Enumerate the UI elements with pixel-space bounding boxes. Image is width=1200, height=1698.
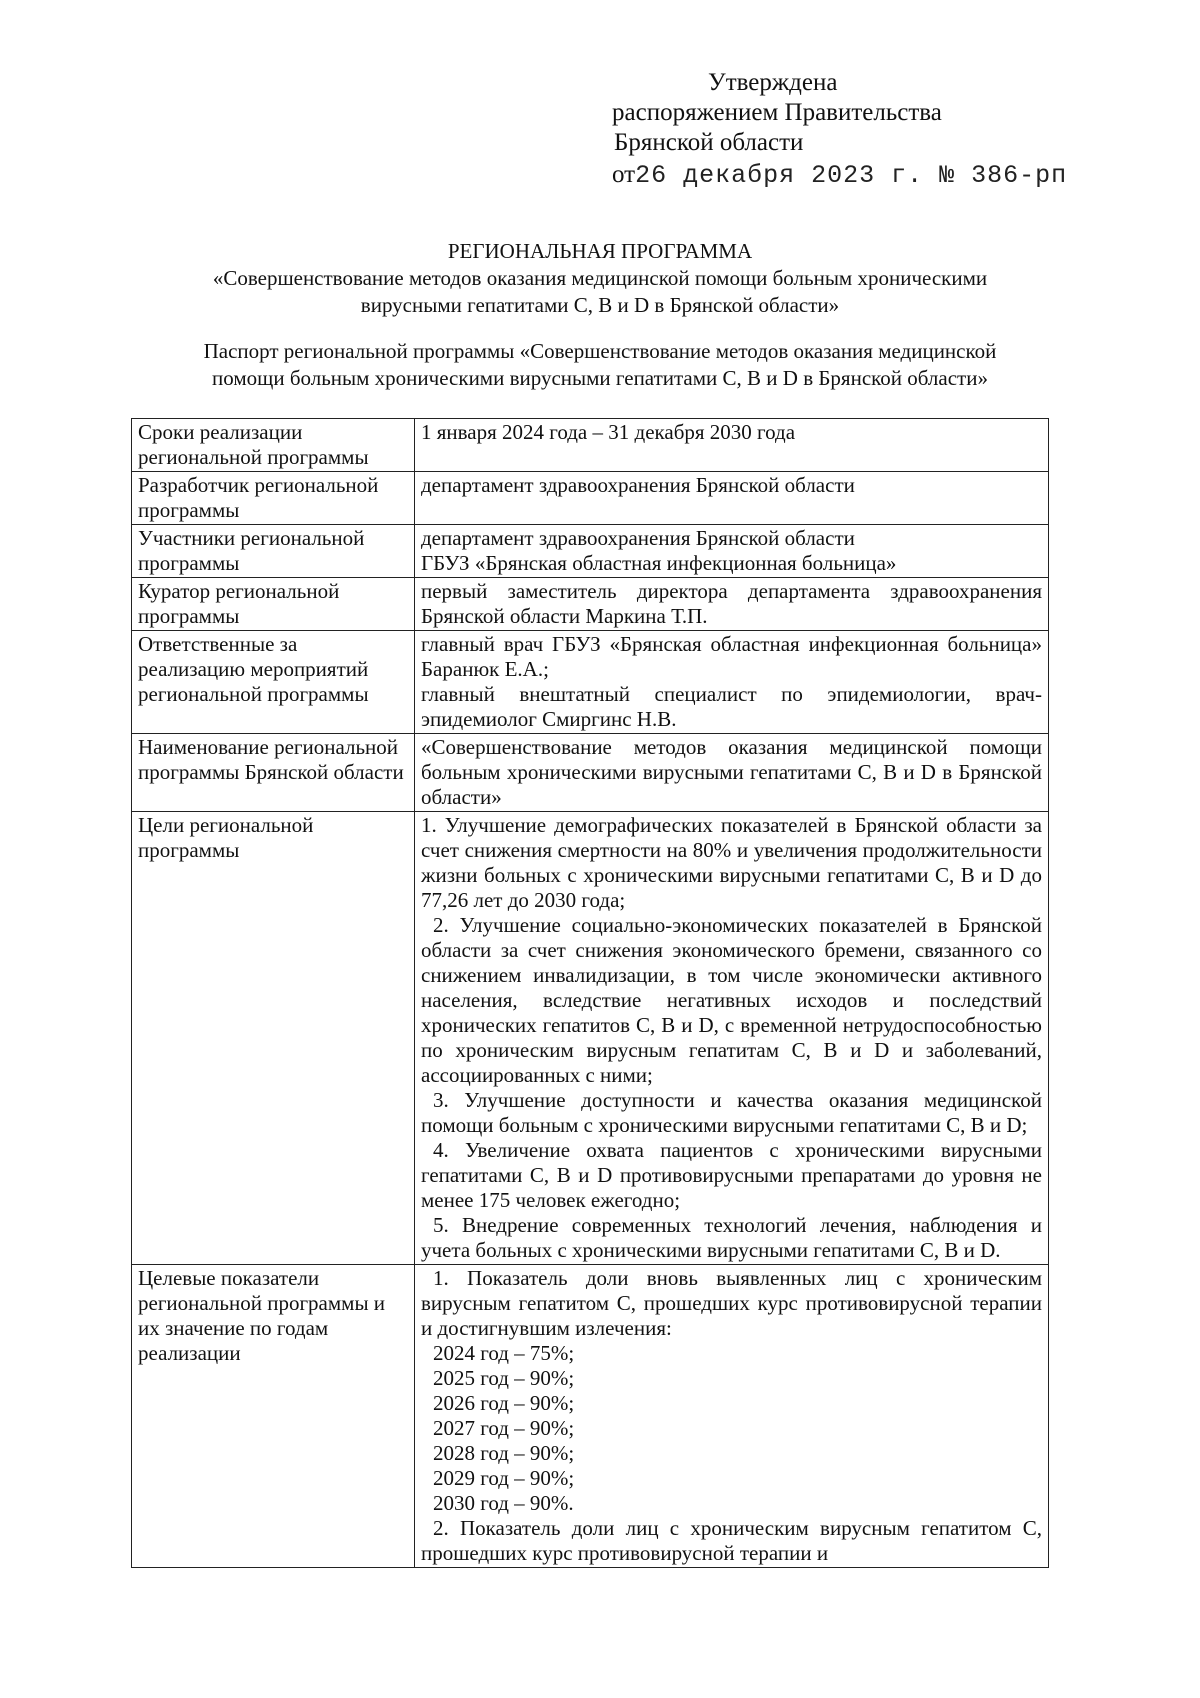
indicator-year: 2024 год – 75%; [433, 1341, 575, 1365]
responsible-1: главный врач ГБУЗ «Брянская областная инфекционная больница» Баранюк Е.А.; [421, 632, 1042, 681]
participant-1: департамент здравоохранения Брянской области [421, 526, 855, 550]
goal-4: 4. Увеличение охвата пациентов с хроническими вирусными гепатитами С, В и D противовирусными препаратами до уровня не менее 175 человек ежегодно; [421, 1138, 1042, 1212]
responsible-2: главный внештатный специалист по эпидемиологии, врач-эпидемиолог Смиргинс Н.В. [421, 682, 1042, 731]
indicator-year: 2026 год – 90%; [433, 1391, 575, 1415]
table-row [132, 419, 1049, 472]
goal-2: 2. Улучшение социально-экономических показателей в Брянской области за счет снижения экономического бремени, связанного со снижением инвалидизации, в том числе экономически активного населения, вследствие негативных исходов и последствий хронических гепатитов С, В и D, с временной нетрудоспособностью по хроническим вирусным гепатитам С, В и D и заболеваний, ассоциированных с ними; [421, 913, 1042, 1087]
table-row [132, 578, 1049, 631]
row-value [415, 1265, 1049, 1568]
row-value: департамент здравоохранения Брянской области [415, 472, 1049, 525]
row-value [415, 525, 1049, 578]
passport-heading-line-1: Паспорт региональной программы «Совершенствование методов оказания медицинской [203, 339, 997, 363]
table-row [132, 812, 1049, 1265]
indicator-year: 2028 год – 90%; [433, 1441, 575, 1465]
approval-date-line [612, 160, 1067, 191]
goal-3: 3. Улучшение доступности и качества оказания медицинской помощи больным с хроническими вирусными гепатитами С, В и D; [421, 1088, 1042, 1137]
indicator-2: 2. Показатель доли лиц с хроническим вирусным гепатитом С, прошедших курс противовирусной терапии и [421, 1516, 1042, 1565]
approval-line-3: Брянской области [614, 129, 804, 156]
goal-5: 5. Внедрение современных технологий лечения, наблюдения и учета больных с хроническими вирусными гепатитами С, В и D. [421, 1213, 1042, 1262]
row-label: Куратор региональной программы [132, 578, 415, 631]
table-row [132, 1265, 1049, 1568]
row-label: Целевые показатели региональной программы и их значение по годам реализации [132, 1265, 415, 1568]
row-label: Наименование региональной программы Брянской области [132, 734, 415, 812]
approval-date-number: 26 декабря 2023 г. № 386-рп [635, 161, 1068, 190]
approval-line-1: Утверждена [708, 69, 838, 96]
passport-heading-line-2: помощи больным хроническими вирусными гепатитами С, В и D в Брянской области» [212, 366, 988, 390]
row-value [415, 631, 1049, 734]
approval-prefix: от [612, 161, 636, 188]
row-value: 1 января 2024 года – 31 декабря 2030 года [415, 419, 1049, 472]
table-row [132, 472, 1049, 525]
program-title-line-1: РЕГИОНАЛЬНАЯ ПРОГРАММА [447, 239, 753, 263]
row-value [415, 812, 1049, 1265]
indicator-1: 1. Показатель доли вновь выявленных лиц с хроническим вирусным гепатитом С, прошедших курс противовирусной терапии и достигнувшим излечения: [421, 1266, 1042, 1340]
row-label: Сроки реализации региональной программы [132, 419, 415, 472]
approval-stamp [612, 68, 1067, 191]
indicator-year: 2030 год – 90%. [433, 1491, 574, 1515]
indicator-year: 2027 год – 90%; [433, 1416, 575, 1440]
table-row [132, 734, 1049, 812]
row-label: Разработчик региональной программы [132, 472, 415, 525]
row-label: Участники региональной программы [132, 525, 415, 578]
program-title-line-3: вирусными гепатитами С, В и D в Брянской области» [360, 293, 840, 317]
approval-line-2: распоряжением Правительства [612, 99, 942, 126]
program-title [130, 238, 1070, 319]
program-title-line-2: «Совершенствование методов оказания медицинской помощи больным хроническими [212, 266, 988, 290]
table-row [132, 631, 1049, 734]
row-label: Цели региональной программы [132, 812, 415, 1265]
table-row [132, 525, 1049, 578]
indicator-year: 2029 год – 90%; [433, 1466, 575, 1490]
row-value: первый заместитель директора департамента здравоохранения Брянской области Маркина Т.П. [415, 578, 1049, 631]
indicator-year: 2025 год – 90%; [433, 1366, 575, 1390]
passport-heading [130, 338, 1070, 392]
row-label: Ответственные за реализацию мероприятий региональной программы [132, 631, 415, 734]
goal-1: 1. Улучшение демографических показателей в Брянской области за счет снижения смертности на 80% и увеличения продолжительности жизни больных с хроническими вирусными гепатитами С, В и D до 77,26 лет до 2030 года; [421, 813, 1042, 912]
participant-2: ГБУЗ «Брянская областная инфекционная больница» [421, 551, 897, 575]
row-value: «Совершенствование методов оказания медицинской помощи больным хроническими вирусными гепатитами С, В и D в Брянской области» [415, 734, 1049, 812]
passport-table [131, 418, 1049, 1568]
